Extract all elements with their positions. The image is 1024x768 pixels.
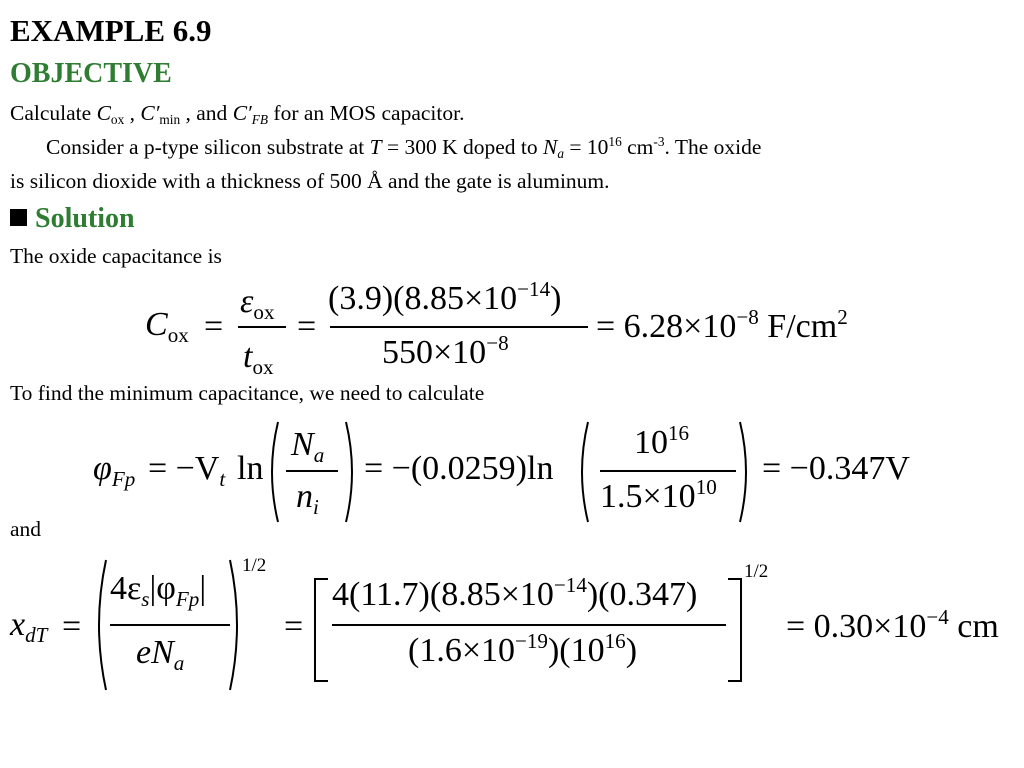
eq3-exp-half-2: 1/2	[744, 561, 769, 582]
eq3-num2: $4(11.7)(8.85\times 10^{-14})(0.347)$	[332, 572, 698, 613]
eq2-rhs1: = $-V_t$	[148, 450, 226, 491]
eq3-frac-line-2	[332, 624, 726, 626]
oxide-capacitance-text: The oxide capacitance is	[10, 244, 222, 268]
eq1-numerator: $(3.9)(8.85\times 10^{-14})$	[328, 276, 562, 317]
eq2-ni: $n_i$	[296, 478, 319, 519]
eq2-na: $N_a$	[291, 426, 325, 467]
problem-line-2: is silicon dioxide with a thickness of 500 Å and the gate is aluminum.	[10, 169, 610, 193]
eq2-result: = −0.347V	[762, 450, 910, 487]
eq1-equals-1: =	[204, 308, 224, 345]
eq1-frac-line-2	[330, 326, 588, 328]
eq1-eps: $\varepsilon_{ox}$	[240, 283, 275, 324]
eq2-den: $1.5\times 10^{10}$	[600, 474, 717, 515]
eq1-frac-line-1	[238, 326, 286, 328]
solution-heading: Solution	[10, 203, 135, 235]
objective-heading: OBJECTIVE	[10, 58, 172, 89]
eq2-num: $10^{16}$	[634, 420, 690, 461]
eq3-x: $x_{dT}$	[10, 606, 48, 647]
eq1-t: $t_{ox}$	[243, 338, 274, 379]
and-text: and	[10, 517, 42, 541]
square-bullet-icon	[10, 209, 27, 226]
eq3-bracket-left	[314, 578, 328, 682]
eq3-den: $eN_a$	[136, 634, 185, 675]
eq2-frac-line-2	[600, 470, 736, 472]
eq2-ln-1: ln	[237, 450, 264, 487]
eq3-equals-1: =	[62, 608, 82, 645]
eq3-equals-2: =	[284, 608, 304, 645]
eq1-result: = $6.28\times 10^{-8}$ $F/cm^2$	[596, 304, 848, 345]
objective-text: Calculate $C_{ox}$ , $C'_{min}$ , and $C'_{FB}$ for an MOS capacitor.	[10, 101, 465, 128]
eq2-phi: $\varphi_{Fp}$	[93, 450, 136, 491]
eq3-num: $4\varepsilon_s|\varphi_{Fp}|$	[110, 570, 207, 611]
problem-line-1: Consider a p-type silicon substrate at T = 300 K doped to $N_a = 10^{16}$ $cm^{-3}$. The oxide	[46, 133, 762, 162]
eq3-result: = $0.30\times 10^{-4}$ cm	[786, 604, 999, 645]
eq3-den2: $(1.6\times 10^{-19})(10^{16})$	[408, 628, 638, 669]
eq1-denominator: $550\times 10^{-8}$	[382, 330, 509, 371]
eq2-frac-line-1	[286, 470, 338, 472]
eq3-bracket-right	[728, 578, 742, 682]
eq1-lhs: $C_{ox}$	[145, 306, 189, 347]
eq3-exp-half-1: 1/2	[242, 555, 267, 576]
min-capacitance-text: To find the minimum capacitance, we need to calculate	[10, 381, 485, 405]
eq1-equals-2: =	[297, 308, 317, 345]
eq2-mid: = −(0.0259)ln	[364, 450, 554, 487]
example-heading: EXAMPLE 6.9	[10, 13, 212, 48]
eq3-frac-line-1	[110, 624, 230, 626]
